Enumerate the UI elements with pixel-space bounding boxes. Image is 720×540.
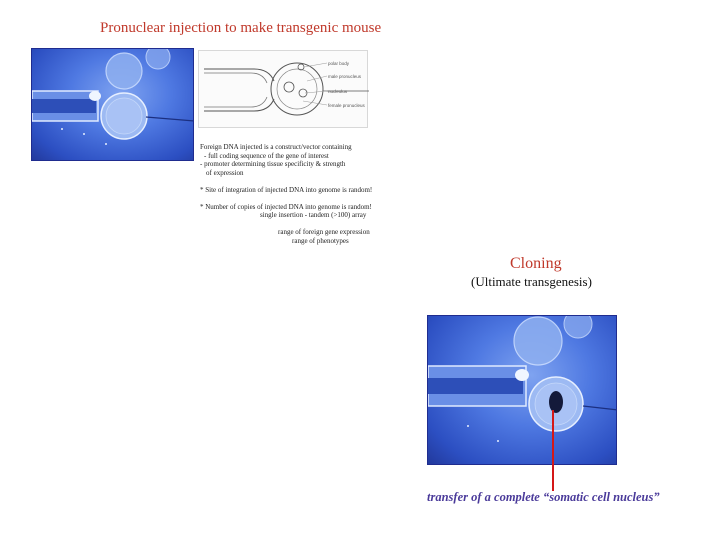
slide2-caption: transfer of a complete “somatic cell nucleus” — [427, 490, 660, 504]
note-line: range of phenotypes — [292, 236, 349, 245]
note-line: single insertion - tandem (>100) array — [260, 211, 367, 219]
nucleus-pointer-arrow — [552, 410, 554, 491]
note-line — [200, 220, 372, 229]
microinjection-micrograph-icon — [31, 48, 194, 161]
slide1-title: Pronuclear injection to make transgenic mouse — [100, 20, 382, 36]
note-line: of expression — [206, 168, 244, 177]
note-line: range of foreign gene expression — [278, 228, 370, 236]
note-line: - promoter determining tissue specificity & strength — [200, 160, 346, 168]
note-line — [200, 177, 372, 186]
diagram-label: nucleolus — [328, 89, 348, 94]
nuclear-transfer-micrograph-icon — [427, 315, 617, 465]
diagram-label: polar body — [328, 61, 350, 66]
note-line: * Site of integration of injected DNA into genome is random! — [200, 185, 373, 194]
note-line: - full coding sequence of the gene of interest — [204, 151, 329, 160]
note-line: Foreign DNA injected is a construct/vector containing — [200, 143, 352, 151]
diagram-label: male pronucleus — [328, 74, 362, 79]
diagram-label: female pronucleus — [328, 103, 365, 108]
note-line: * Number of copies of injected DNA into genome is random! — [200, 202, 372, 211]
construct-notes — [200, 143, 372, 245]
slide2-title: Cloning — [510, 255, 562, 272]
zygote-injection-diagram-icon — [198, 50, 368, 128]
note-line — [200, 194, 372, 203]
slide2-subtitle: (Ultimate transgenesis) — [471, 274, 592, 289]
